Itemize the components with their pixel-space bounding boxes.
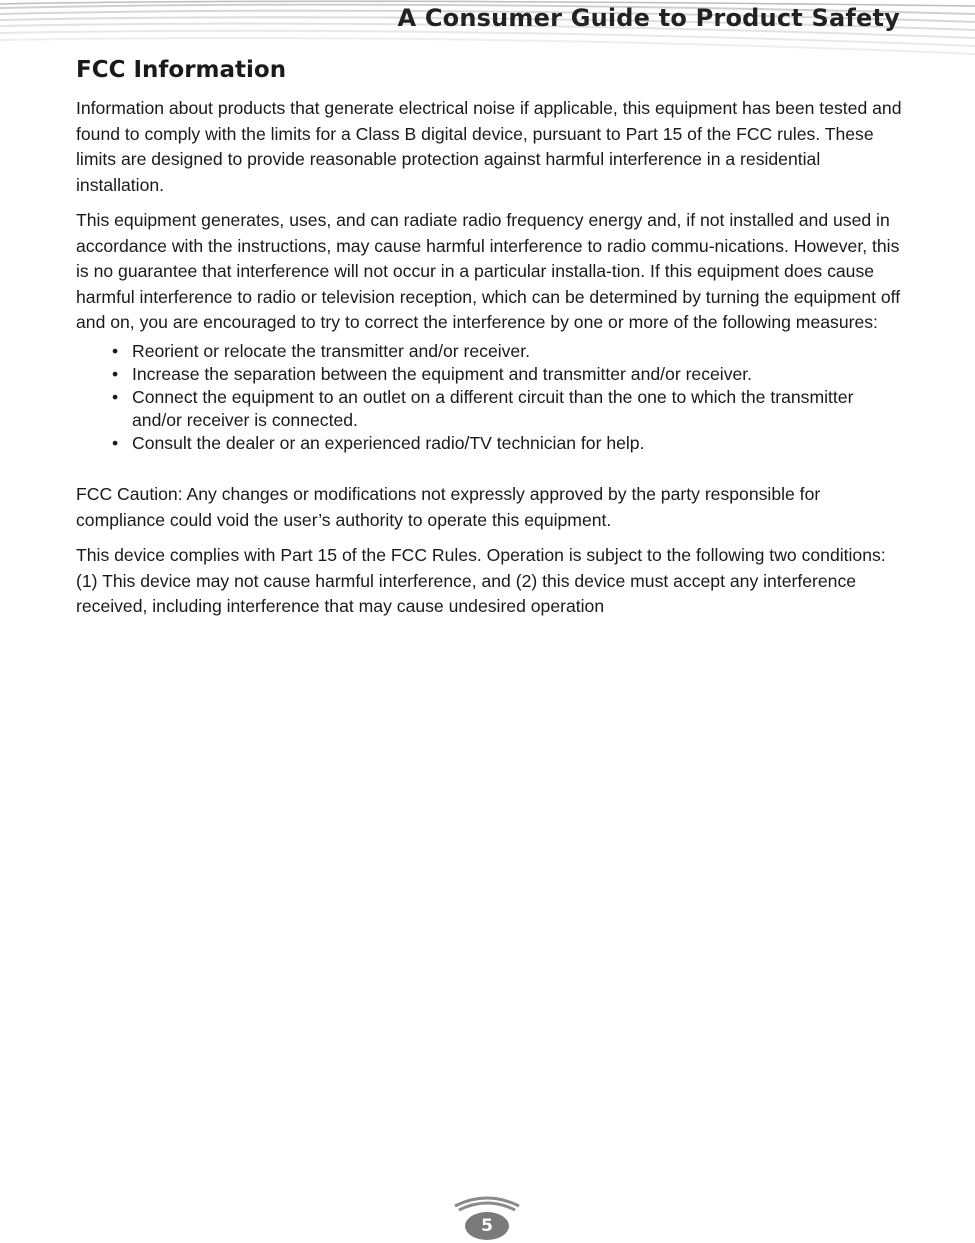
list-item <box>76 340 906 363</box>
intro-paragraph: Information about products that generate electrical noise if applicable, this equipment has been tested and found to comply with the limits for a Class B digital device, pursuant to Part 15 of the FCC rules. These limits are designed to provide reasonable protection against harmful interference in a residential installation. <box>76 98 902 195</box>
caution-paragraph: FCC Caution: Any changes or modifications not expressly approved by the party responsible for compliance could void the user’s authority to operate this equipment. <box>76 484 821 530</box>
list-item <box>76 363 906 386</box>
list-item <box>76 386 906 431</box>
list-item-text: Increase the separation between the equipment and transmitter and/or receiver. <box>132 363 753 384</box>
bullet-icon: • <box>112 387 119 408</box>
list-item-text: Connect the equipment to an outlet on a different circuit than the one to which the transmitter and/or receiver is connected. <box>132 387 854 430</box>
list-item <box>76 432 906 455</box>
interference-paragraph: This equipment generates, uses, and can radiate radio frequency energy and, if not installed and used in accordance with the instructions, may cause harmful interference to radio commu-nications. However, this is no guarantee that interference will not occur in a particular installa-tion. If this equipment does cause harmful interference to radio or television reception, which can be determined by turning the equipment off and on, you are encouraged to try to correct the interference by one or more of the following measures: <box>76 210 901 332</box>
section-body <box>76 96 906 630</box>
bullet-icon: • <box>112 432 119 453</box>
list-item-text: Reorient or relocate the transmitter and/or receiver. <box>132 340 530 361</box>
header-title: A Consumer Guide to Product Safety <box>397 4 900 32</box>
compliance-paragraph: This device complies with Part 15 of the FCC Rules. Operation is subject to the following two conditions: (1) This device may not cause harmful interference, and (2) this device must accept any interference received, including interference that may cause undesired operation <box>76 545 886 617</box>
page-number: 5 <box>481 1216 493 1236</box>
bullet-icon: • <box>112 340 119 361</box>
bullet-icon: • <box>112 363 119 384</box>
list-item-text: Consult the dealer or an experienced radio/TV technician for help. <box>132 432 645 453</box>
section-title: FCC Information <box>76 57 287 83</box>
measures-list <box>76 340 906 455</box>
